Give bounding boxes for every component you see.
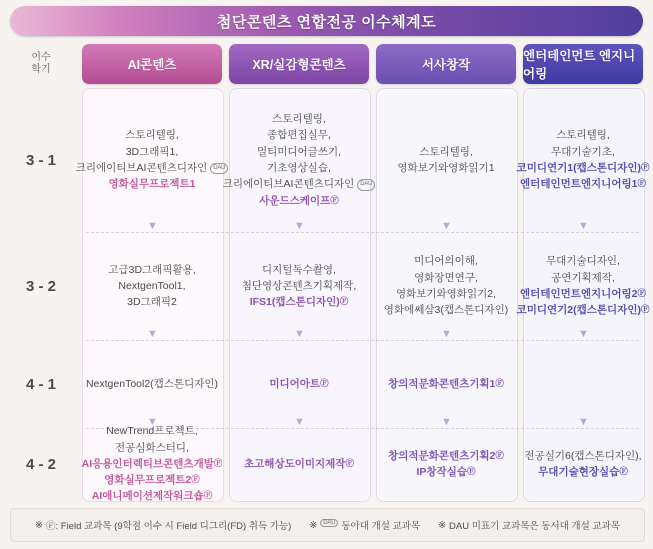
course-name: 첨단영상콘텐츠기획제작, <box>241 279 357 292</box>
course-name: 멀티미디어글쓰기, <box>256 145 342 158</box>
field-course-icon: Ⓕ <box>640 162 650 172</box>
legend-item-field <box>35 518 291 532</box>
field-course-icon: Ⓕ <box>640 304 650 315</box>
course-name: 코미디연기2(캡스톤디자인)Ⓕ <box>516 304 650 317</box>
page-title: 첨단콘텐츠 연합전공 이수체계도 <box>216 13 437 31</box>
course-name: 영화실무프로젝트1 <box>108 178 196 191</box>
semester-text-3-2: 3 - 2 <box>25 277 56 295</box>
track-header-narrative-label: 서사창작 <box>421 58 471 72</box>
dau-badge-icon: DAU <box>357 179 375 190</box>
track-header-ai[interactable] <box>82 44 222 84</box>
course-name: 무대기술현장실습Ⓕ <box>538 466 628 478</box>
cell-ai-4-1 <box>82 340 222 428</box>
course-name: 고급3D그래픽활용, <box>108 263 196 276</box>
arrow-down-icon: ▼ <box>578 220 589 232</box>
arrow-down-icon: ▼ <box>147 416 158 428</box>
legend-bar <box>10 508 645 542</box>
cell-entertainment-4-1 <box>523 340 643 428</box>
course-name: 스토리텔링, <box>556 129 610 142</box>
semester-header-line-1: 이수 <box>31 51 51 63</box>
field-course-icon: Ⓕ <box>191 474 200 485</box>
cell-ai-3-2 <box>82 232 222 340</box>
course-name: NextgenTool1, <box>118 279 186 292</box>
arrow-down-icon: ▼ <box>578 416 589 428</box>
cell-xr-4-1 <box>229 340 369 428</box>
course-name: 공연기획제작, <box>551 271 615 284</box>
course-name: 크리에이티브AI콘텐츠디자인 DAU <box>223 176 376 192</box>
arrow-down-icon: ▼ <box>147 328 158 340</box>
course-name: 영화실무프로젝트2Ⓕ <box>104 474 200 487</box>
semester-text-3-1: 3 - 1 <box>25 151 56 169</box>
semester-text-4-1: 4 - 1 <box>25 375 56 393</box>
course-name: 크리에이티브AI콘텐츠디자인 DAU <box>76 160 229 176</box>
legend-field-text: Ⓕ: Field 교과목 (9학점 이수 시 Field 디그리(FD) 취득 가능) <box>45 521 292 532</box>
course-name: NextgenTool2(캡스톤디자인) <box>85 377 219 390</box>
arrow-down-icon: ▼ <box>294 220 305 232</box>
cell-entertainment-3-1 <box>516 88 650 232</box>
field-course-icon: Ⓕ <box>619 466 628 476</box>
field-course-icon: Ⓕ <box>637 288 646 298</box>
course-name: 스토리텔링, <box>419 145 473 158</box>
cell-entertainment-3-2 <box>516 232 650 340</box>
course-name: IP창작실습Ⓕ <box>416 466 476 478</box>
field-course-icon: Ⓕ <box>330 194 339 205</box>
semester-label-4-1 <box>10 340 72 428</box>
course-name: 미디어아트Ⓕ <box>269 377 329 390</box>
cell-narrative-4-1 <box>376 340 516 428</box>
course-name: 스토리텔링, <box>125 129 179 142</box>
field-course-icon: Ⓕ <box>495 377 504 388</box>
course-name: 3D그래픽2 <box>127 296 177 309</box>
semester-label-3-1 <box>10 88 72 232</box>
star-icon: ※ <box>438 519 447 531</box>
arrow-down-icon: ▼ <box>578 328 589 340</box>
field-course-icon: Ⓕ <box>495 449 504 460</box>
course-name: 영화장면연구, <box>414 271 478 284</box>
arrow-down-icon: ▼ <box>441 220 452 232</box>
track-header-entertainment-label: 엔터테인먼트 엔지니어링 <box>523 49 636 81</box>
arrow-down-icon: ▼ <box>441 328 452 340</box>
cell-narrative-3-2 <box>376 232 516 340</box>
track-header-narrative[interactable] <box>376 44 516 84</box>
course-name: 기초영상실습, <box>267 161 331 174</box>
course-name: 초고해상도이미지제작Ⓕ <box>244 457 354 470</box>
course-name: 엔터테인먼트엔지니어링1Ⓕ <box>520 178 646 191</box>
field-course-icon: Ⓕ <box>320 377 329 388</box>
course-name: 창의적문화콘텐츠기획2Ⓕ <box>388 449 504 462</box>
course-name: 디지털독수촬영, <box>262 263 336 276</box>
field-course-icon: Ⓕ <box>345 457 354 468</box>
semester-column-header <box>10 44 72 84</box>
star-icon: ※ <box>35 519 43 531</box>
course-name: 미디어의이해, <box>414 255 478 268</box>
course-name: 종합편집실무, <box>267 129 331 142</box>
course-name: 엔터테인먼트엔지니어링2Ⓕ <box>520 288 646 300</box>
course-name: IFS1(캡스톤디자인)Ⓕ <box>249 296 349 309</box>
cell-xr-3-2 <box>229 232 369 340</box>
legend-item-dongseo <box>438 518 620 532</box>
semester-label-3-2 <box>10 232 72 340</box>
arrow-down-icon: ▼ <box>147 220 158 232</box>
arrow-down-icon: ▼ <box>294 416 305 428</box>
course-name: NewTrend프로젝트, <box>106 425 198 438</box>
cell-entertainment-4-2 <box>523 428 643 500</box>
cell-xr-4-2 <box>229 428 369 500</box>
semester-header-line-2: 학기 <box>31 64 51 75</box>
track-header-xr-label: XR/실감형콘텐츠 <box>252 58 346 72</box>
course-name: 사운드스케이프Ⓕ <box>259 194 339 207</box>
track-header-ai-label: AI콘텐츠 <box>127 58 177 72</box>
course-name: 영화보기와영화읽기2, <box>395 288 497 300</box>
dau-badge-icon: DAU <box>210 163 228 174</box>
cell-ai-4-2 <box>81 425 223 503</box>
field-course-icon: Ⓕ <box>637 178 646 189</box>
course-name: 영화보기와영화읽기1 <box>397 162 495 174</box>
cell-narrative-3-1 <box>376 88 516 232</box>
title-banner <box>10 6 643 36</box>
field-course-icon: Ⓕ <box>339 296 349 307</box>
track-header-xr[interactable] <box>229 44 369 84</box>
semester-text-4-2: 4 - 2 <box>25 455 56 473</box>
cell-narrative-4-2 <box>376 428 516 500</box>
field-course-icon: Ⓕ <box>203 490 213 501</box>
star-icon: ※ <box>309 519 318 531</box>
legend-dongseo-text: DAU 미표기 교과목은 동서대 개설 교과목 <box>449 521 620 532</box>
course-name: 영화에쎄삼3(캡스톤디자인) <box>383 304 509 317</box>
legend-item-dau <box>309 518 420 532</box>
track-header-entertainment[interactable] <box>523 44 643 84</box>
course-name: 코미디연기1(캡스톤디자인)Ⓕ <box>516 162 650 174</box>
curriculum-grid <box>10 44 650 503</box>
cell-xr-3-1 <box>222 88 373 232</box>
semester-label-4-2 <box>10 428 72 500</box>
course-name: AI응용인터렉티브콘텐츠개발Ⓕ <box>81 457 223 470</box>
dau-badge-icon: DAU <box>320 519 338 527</box>
course-name: 창의적문화콘텐츠기획1Ⓕ <box>388 377 504 390</box>
arrow-down-icon: ▼ <box>294 328 305 340</box>
course-name: AI애니메이션제작워크숍Ⓕ <box>91 490 213 503</box>
course-name: 전공심화스터디, <box>115 441 189 454</box>
legend-dau-text: 동아대 개설 교과목 <box>341 521 421 532</box>
course-name: 무대기술디자인, <box>546 255 620 268</box>
field-course-icon: Ⓕ <box>466 466 476 476</box>
field-course-icon: Ⓕ <box>213 457 223 468</box>
cell-ai-3-1 <box>75 88 226 232</box>
arrow-down-icon: ▼ <box>441 416 452 428</box>
course-name: 스토리텔링, <box>272 113 326 126</box>
course-name: 전공실기6(캡스톤디자인), <box>524 449 642 462</box>
course-name: 3D그래픽1, <box>125 145 179 158</box>
course-name: 무대기술기초, <box>551 145 615 158</box>
